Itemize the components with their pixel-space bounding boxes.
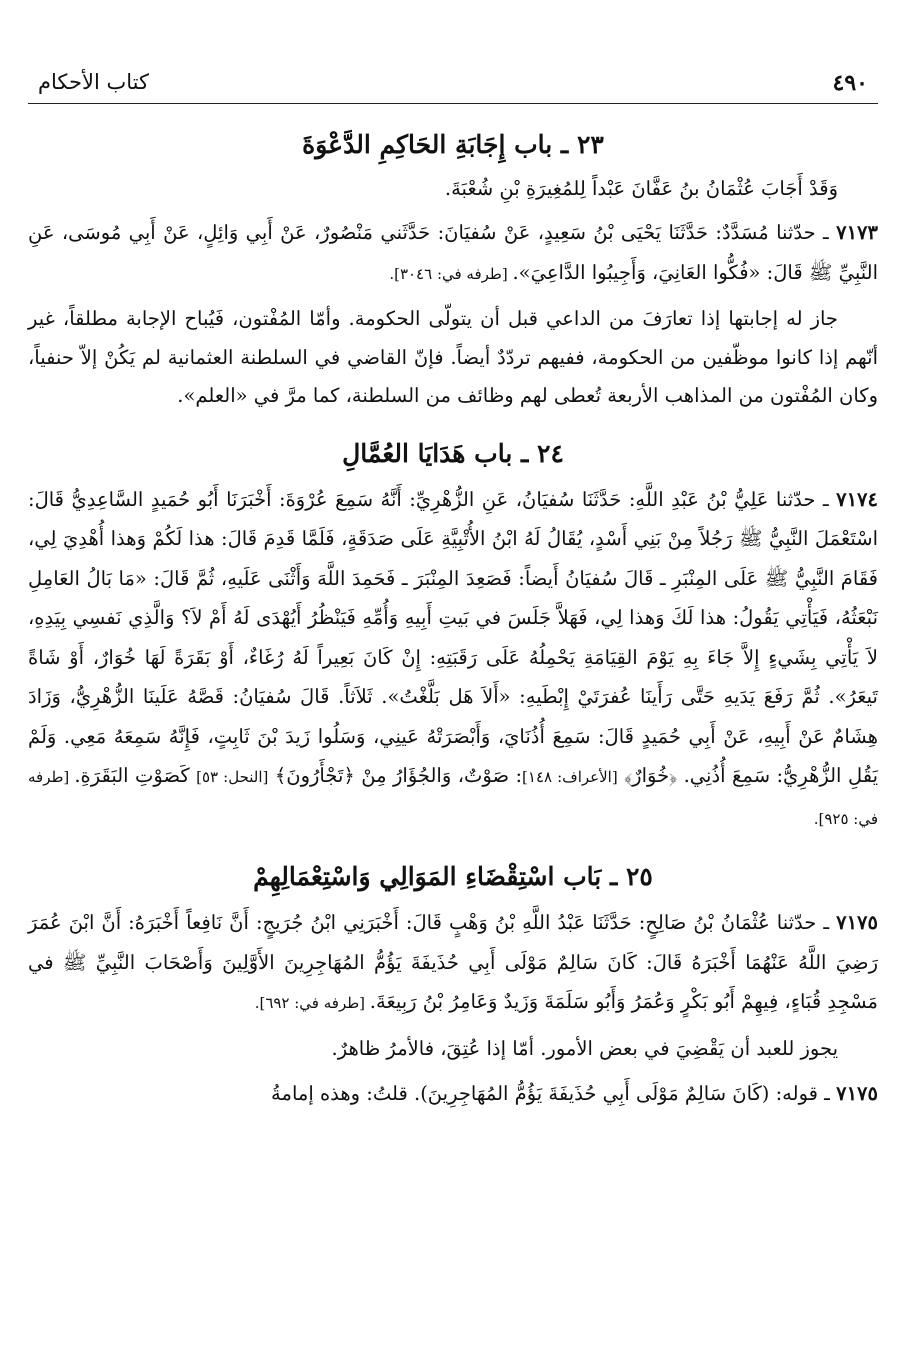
note-number: ٧١٧٥ [836,1082,878,1105]
quran-reference: [الأعراف: ١٤٨] [522,768,618,786]
chapter-intro-23: وَقَدْ أَجَابَ عُثْمَانُ بنُ عَفَّانَ عَبْداً لِلمُغِيرَةِ بْنِ شُعْبَةَ. [444,177,838,200]
hadith-number: ٧١٧٥ [836,911,878,934]
note-7175 [28,1074,878,1114]
hadith-text-end: كَصَوْتِ البَقَرَةِ. [74,764,197,787]
hadith-text: ـ حدّثنا عَلِيُّ بْنُ عَبْدِ اللَّهِ: حَدَّثَنَا سُفيَانُ، عَنِ الزُّهْرِيِّ: أَنَّهُ سَمِعَ عُرْوَةَ: أَخْبَرَنَا أَبُو حُمَيدٍ السَّاعِدِيُّ قَالَ: اسْتَعْمَلَ النَّبِيُّ ﷺ رَجُلاً مِنْ بَنِي أَسْدٍ، يُقَالُ لَهُ ابْنُ الأُتْبِيَّةِ عَلَى صَدَقَةٍ، فَلَمَّا قَدِمَ قَالَ: هذا لَكُمْ وَهذا أُهْدِيَ لِي، فَقَامَ النَّبِيُّ ﷺ عَلَى المِنْبَرِ ـ قَالَ سُفيَانُ أَيضاً: فَصَعِدَ المِنْبَرَ ـ فَحَمِدَ اللَّهَ وَأَثْنَى عَلَيهِ، ثُمَّ قَالَ: «مَا بَالُ العَامِلِ نَبْعَثُهُ، فَيَأْتِي يَقُولُ: هذا لَكَ وَهذا لِي، فَهَلاَّ جَلَسَ في بَيتِ أَبِيهِ وَأُمِّهِ فَيَنْظُرُ أَيُهْدَى لَهُ أَمْ لاَ؟ وَالَّذِي نَفسِي بِيَدِهِ، لاَ يَأْتِي بِشَيءٍ إِلاَّ جَاءَ بِهِ يَوْمَ القِيَامَةِ يَحْمِلُهُ عَلَى رَقَبَتِهِ: إِنْ كَانَ بَعِيراً لَهُ رُغَاءٌ، أَوْ بَقَرَةً لَهَا خُوَارٌ، أَوْ شَاةً تَيعَرُ». ثُمَّ رَفَعَ يَدَيهِ حَتَّى رَأَينَا عُفرَتَيْ إِبْطَيهِ: «أَلاَ هَل بَلَّغْتُ». ثَلاَثاً. قَالَ سُفيَانُ: قَصَّهُ عَلَينَا الزُّهْرِيُّ، وَزَادَ هِشَامٌ عَنْ أَبِيهِ، عَنْ أَبِي حُمَيدٍ قَالَ: سَمِعَ أُذُنَايَ، وَأَبْصَرَتْهُ عَينِي، وَسَلُوا زَيدَ بْنَ ثَابِتٍ، فَإِنَّهُ سَمِعَهُ مَعِي. وَلَمْ يَقُلِ الزُّهْرِيُّ: سَمِعَ أُذُنِي. ﴿خُوَارٌ﴾ [28,487,878,787]
page-content [28,125,878,1114]
chapter-heading-25: ٢٥ ـ بَاب اسْتِقْضَاءِ المَوَالِي وَاسْتِعْمَالِهِمْ [253,862,653,891]
commentary-23: جاز له إجابتها إذا تعارَفَ من الداعي قبل أن يتولّى الحكومة. وأمّا المُفْتون، فَيُباح الإجابة مطلقاً، غير أنّهم إذا كانوا موظّفين من الحكومة، ففيهم تردّدٌ أيضاً. فإنّ القاضي في السلطنة العثمانية لم يَكُنْ إلاّ حنفياً، وكان المُفْتون من المذاهب الأربعة تُعطى لهم وظائف من السلطنة، كما مرَّ في «العلم». [28,307,878,407]
hadith-text: ـ حدّثنا مُسَدَّدٌ: حَدَّثَنَا يَحْيَى بْنُ سَعِيدٍ، عَنْ سُفيَانَ: حَدَّثَني مَنْصُورٌ، عَنْ أَبِي وَائِلٍ، عَنْ أَبِي مُوسَى، عَنِ النَّبِيِّ ﷺ قَالَ: «فُكُّوا العَانِيَ، وَأَجِيبُوا الدَّاعِيَ». [28,221,878,284]
page-header [28,64,878,104]
cross-reference: [طرفه في: ٩٢٥]. [28,768,878,828]
hadith-7173 [28,213,878,294]
hadith-number: ٧١٧٣ [836,221,878,244]
hadith-text-continued: : صَوْتٌ، وَالجُؤَارُ مِنْ ﴿تَجْأَرُونَ﴾ [268,764,523,787]
chapter-heading-24: ٢٤ ـ باب هَدَايَا العُمَّالِ [342,438,564,468]
page-number: ٤٩٠ [832,70,868,96]
cross-reference: [طرفه في: ٣٠٤٦]. [389,264,513,283]
cross-reference: [طرفه في: ٦٩٢]. [254,994,370,1012]
chapter-heading-23: ٢٣ ـ باب إِجَابَةِ الحَاكِمِ الدَّعْوَةَ [302,130,604,159]
quran-reference: [النحل: ٥٣] [196,768,269,786]
hadith-7175 [28,903,878,1024]
hadith-text: ـ حدّثنا عُثْمَانُ بْنُ صَالِحٍ: حَدَّثَنَا عَبْدُ اللَّهِ بْنُ وَهْبٍ قَالَ: أَخْبَرَنِي ابْنُ جُرَيجٍ: أَنَّ نَافِعاً أَخْبَرَهُ: أَنَّ ابْنَ عُمَرَ رَضِيَ اللَّهُ عَنْهُمَا أَخْبَرَهُ قَالَ: كَانَ سَالِمٌ مَوْلَى أَبِي حُذَيفَةَ يَؤُمُّ المُهَاجِرِينَ الأَوَّلِينَ وَأَصْحَابَ النَّبِيِّ ﷺ في مَسْجِدِ قُبَاءٍ، فِيهِمْ أَبُو بَكْرٍ وَعُمَرُ وَأَبُو سَلَمَةَ وَزَيدٌ وَعَامِرُ بْنُ رَبِيعَةَ. [28,911,878,1013]
hadith-number: ٧١٧٤ [836,487,878,511]
commentary-25: يجوز للعبد أن يَقْضِيَ في بعض الأمور. أمّا إذا عُتِقَ، فالأمرُ ظاهرٌ. [331,1036,838,1060]
hadith-7174 [28,480,878,840]
book-title: كتاب الأحكام [38,70,149,94]
note-text: ـ قوله: (كَانَ سَالِمٌ مَوْلَى أَبِي حُذَيفَةَ يَؤُمُّ المُهَاجِرِينَ). قلتُ: وهذه إمامةُ [271,1082,837,1105]
